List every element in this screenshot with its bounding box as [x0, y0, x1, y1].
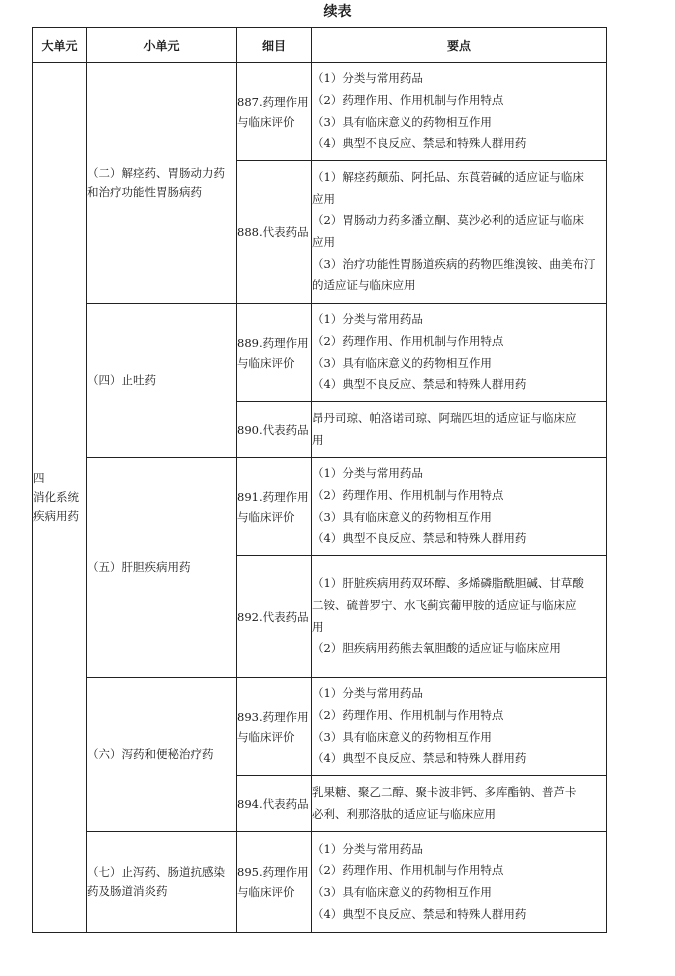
header-major-unit: 大单元: [33, 28, 87, 63]
detail-line: 与临床评价: [237, 729, 295, 744]
sub-unit-line: （四）止吐药: [87, 373, 156, 387]
page-title: 续表: [323, 4, 352, 20]
key-point-line: （2）胆疾病用药熊去氧胆酸的适应证与临床应用: [312, 641, 561, 656]
key-point-line: （2）药理作用、作用机制与作用特点: [312, 487, 504, 502]
table-row: [33, 678, 607, 776]
key-point-line: （3）治疗功能性胃肠道疾病的药物匹维溴铵、曲美布汀: [312, 256, 596, 271]
key-point-line: 乳果糖、聚乙二醇、聚卡波非钙、多库酯钠、普芦卡: [312, 784, 577, 799]
detail-cell: [237, 832, 312, 933]
key-point-line: （2）胃肠动力药多潘立酮、莫沙必利的适应证与临床: [312, 213, 584, 228]
major-unit-line: 疾病用药: [33, 509, 79, 523]
header-row: [33, 28, 607, 63]
key-points-cell: [312, 678, 607, 776]
major-unit-cell: [33, 63, 87, 933]
syllabus-table: [32, 27, 607, 933]
key-point-line: （4）典型不良反应、禁忌和特殊人群用药: [312, 751, 527, 766]
key-point-line: 的适应证与临床应用: [312, 278, 416, 293]
detail-line: 与临床评价: [237, 355, 295, 370]
key-points-cell: [312, 161, 607, 304]
sub-unit-cell: [87, 458, 237, 678]
detail-line: 893.药理作用: [237, 709, 309, 724]
sub-unit-line: （六）泻药和便秘治疗药: [87, 747, 214, 761]
sub-unit-line: （五）肝胆疾病用药: [87, 560, 191, 574]
key-point-line: （3）具有临床意义的药物相互作用: [312, 355, 492, 370]
detail-line: 895.药理作用: [237, 865, 309, 879]
table-row: [33, 832, 607, 933]
detail-line: 887.药理作用: [237, 94, 309, 109]
detail-cell: [237, 402, 312, 458]
detail-cell: [237, 161, 312, 304]
header-key-points: 要点: [312, 28, 607, 63]
key-point-line: （2）药理作用、作用机制与作用特点: [312, 92, 504, 107]
key-point-line: （2）药理作用、作用机制与作用特点: [312, 333, 504, 348]
key-point-line: （2）药理作用、作用机制与作用特点: [312, 863, 504, 878]
key-point-line: （1）分类与常用药品: [312, 841, 423, 856]
detail-line: 与临床评价: [237, 885, 295, 899]
detail-line: 与临床评价: [237, 114, 295, 129]
key-point-line: （4）典型不良反应、禁忌和特殊人群用药: [312, 906, 527, 921]
detail-cell: [237, 678, 312, 776]
key-point-line: （3）具有临床意义的药物相互作用: [312, 114, 492, 129]
key-point-line: （1）分类与常用药品: [312, 466, 423, 481]
key-point-line: （1）分类与常用药品: [312, 312, 423, 327]
key-point-line: 用: [312, 619, 324, 634]
key-point-line: 应用: [312, 235, 335, 249]
detail-line: 891.药理作用: [237, 489, 309, 504]
sub-unit-line: 药及肠道消炎药: [87, 884, 168, 898]
detail-line: 与临床评价: [237, 509, 295, 524]
sub-unit-cell: [87, 304, 237, 458]
key-points-cell: [312, 458, 607, 556]
key-point-line: （4）典型不良反应、禁忌和特殊人群用药: [312, 377, 527, 392]
sub-unit-cell: [87, 678, 237, 832]
key-points-cell: [312, 63, 607, 161]
detail-cell: [237, 556, 312, 678]
key-point-line: （1）分类与常用药品: [312, 686, 423, 701]
sub-unit-cell: [87, 63, 237, 304]
detail-line: 889.药理作用: [237, 335, 309, 350]
detail-cell: [237, 458, 312, 556]
major-unit-line: 四: [33, 471, 45, 485]
key-points-cell: [312, 304, 607, 402]
header-sub-unit: 小单元: [87, 28, 237, 63]
major-unit-line: 消化系统: [33, 490, 79, 504]
key-point-line: （1）分类与常用药品: [312, 71, 423, 86]
detail-cell: [237, 776, 312, 832]
sub-unit-line: （二）解痉药、胃肠动力药: [87, 166, 225, 180]
header-detail: 细目: [237, 28, 312, 63]
detail-line: 890.代表药品: [237, 422, 309, 437]
sub-unit-line: 和治疗功能性胃肠病药: [87, 185, 202, 199]
sub-unit-cell: [87, 832, 237, 933]
key-point-line: 必利、利那洛肽的适应证与临床应用: [312, 806, 496, 821]
key-point-line: （2）药理作用、作用机制与作用特点: [312, 707, 504, 722]
key-point-line: 昂丹司琼、帕洛诺司琼、阿瑞匹坦的适应证与临床应: [312, 410, 577, 425]
key-point-line: （3）具有临床意义的药物相互作用: [312, 885, 492, 899]
table-row: [33, 63, 607, 161]
sub-unit-line: （七）止泻药、肠道抗感染: [87, 865, 225, 879]
key-point-line: （4）典型不良反应、禁忌和特殊人群用药: [312, 136, 527, 151]
table-row: [33, 304, 607, 402]
key-point-line: （1）解痉药颠茄、阿托品、东莨菪碱的适应证与临床: [312, 170, 584, 185]
detail-cell: [237, 63, 312, 161]
key-point-line: 应用: [312, 191, 335, 206]
table-row: [33, 458, 607, 556]
key-point-line: （3）具有临床意义的药物相互作用: [312, 729, 492, 744]
detail-line: 888.代表药品: [237, 225, 309, 239]
key-points-cell: [312, 402, 607, 458]
key-point-line: （3）具有临床意义的药物相互作用: [312, 509, 492, 524]
key-points-cell: [312, 832, 607, 933]
key-points-cell: [312, 776, 607, 832]
key-points-cell: [312, 556, 607, 678]
detail-cell: [237, 304, 312, 402]
detail-line: 894.代表药品: [237, 796, 309, 811]
key-point-line: 二铵、硫普罗宁、水飞蓟宾葡甲胺的适应证与临床应: [312, 597, 577, 612]
key-point-line: （1）肝脏疾病用药双环醇、多烯磷脂酰胆碱、甘草酸: [312, 576, 584, 591]
key-point-line: （4）典型不良反应、禁忌和特殊人群用药: [312, 531, 527, 546]
detail-line: 892.代表药品: [237, 609, 309, 624]
key-point-line: 用: [312, 432, 324, 447]
